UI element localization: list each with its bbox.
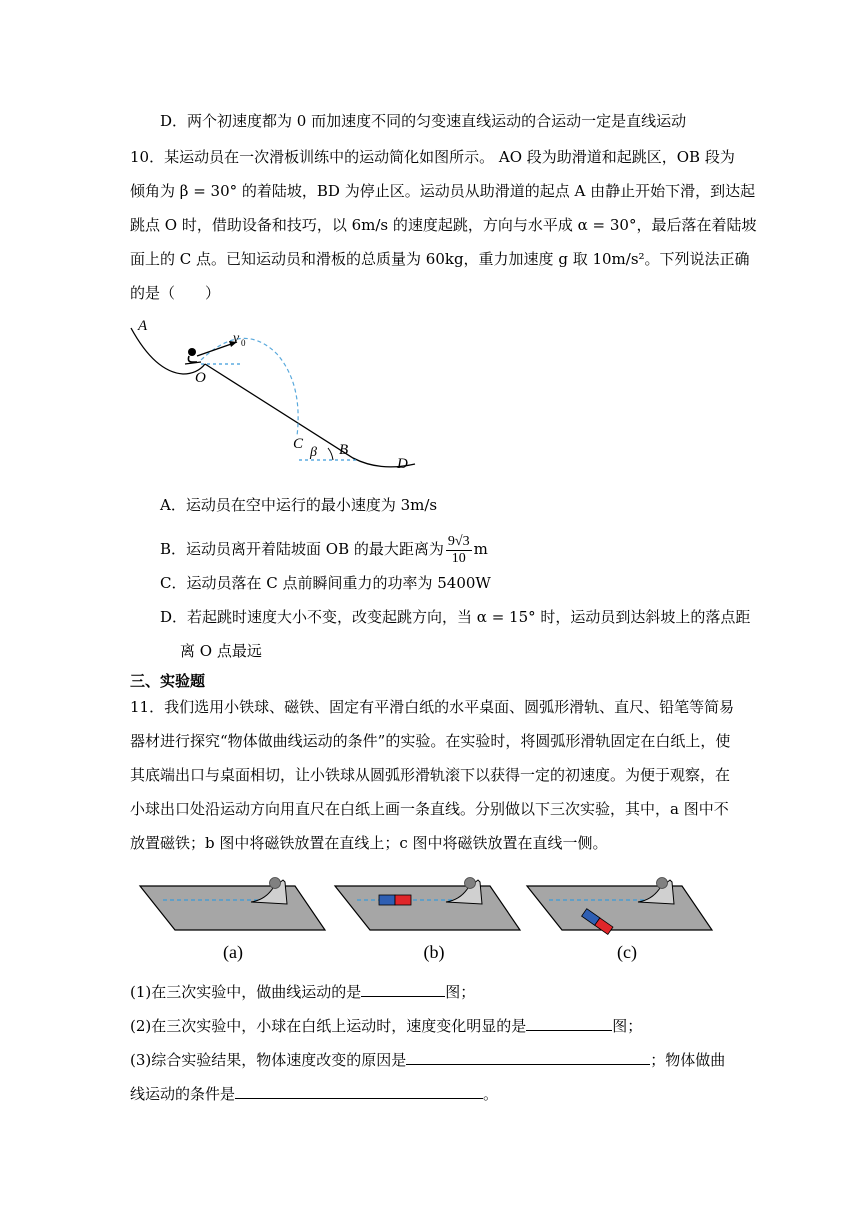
label-b: B xyxy=(339,442,349,458)
q10-option-b-text: B．运动员离开着陆坡面 OB 的最大距离为 xyxy=(160,540,444,558)
q11-sub-1-blank[interactable] xyxy=(361,980,445,997)
q10-line-3: 跳点 O 时，借助设备和技巧，以 6m/s 的速度起跳，方向与水平成 α = 30°，最后落在着陆坡 xyxy=(130,216,757,234)
q11-sub-3-blank-1[interactable] xyxy=(406,1048,650,1065)
q10-option-b-unit: m xyxy=(473,540,488,558)
ball-b xyxy=(465,878,476,889)
q11-sub-1-suffix: 图； xyxy=(445,983,476,1001)
q10-line-5: 的是（ ） xyxy=(130,284,221,302)
q11-line-3: 其底端出口与桌面相切，让小铁球从圆弧形滑轨滚下以获得一定的初速度。为便于观察，在 xyxy=(130,766,731,784)
q11-sub-2-text: (2)在三次实验中，小球在白纸上运动时，速度变化明显的是 xyxy=(130,1017,527,1035)
label-c: C xyxy=(293,436,304,452)
q11-sub-3-blank-2[interactable] xyxy=(235,1082,483,1099)
q11-sub-3-line-2-text: 线运动的条件是 xyxy=(130,1085,236,1103)
ball-a xyxy=(270,878,281,889)
tabletop-a xyxy=(140,886,325,930)
q11-line-4: 小球出口处沿运动方向用直尺在白纸上画一条直线。分别做以下三次实验，其中，a 图中不 xyxy=(130,800,729,818)
q11-sub-1 xyxy=(130,980,475,1003)
experiment-figures xyxy=(135,872,725,968)
q11-sub-3-text: (3)综合实验结果，物体速度改变的原因是 xyxy=(130,1051,407,1069)
tabletop-b xyxy=(335,886,520,930)
figure-b xyxy=(335,878,520,964)
q9-option-d: D．两个初速度都为 0 而加速度不同的匀变速直线运动的合运动一定是直线运动 xyxy=(160,112,687,130)
tabletop-c xyxy=(527,886,712,930)
label-beta: β xyxy=(310,445,317,460)
section-title: 三、实验题 xyxy=(130,672,206,690)
q11-sub-2-blank[interactable] xyxy=(526,1014,612,1031)
q10-option-b-numerator: 9√3 xyxy=(447,533,470,549)
q10-line-2: 倾角为 β = 30° 的着陆坡，BD 为停止区。运动员从助滑道的起点 A 由静止开始下滑，到达起 xyxy=(130,182,756,200)
label-v0: v xyxy=(233,331,240,346)
q11-sub-2 xyxy=(130,1014,642,1037)
label-a: A xyxy=(138,318,148,334)
q10-option-d-line-2: 离 O 点最远 xyxy=(180,642,262,660)
q10-option-b xyxy=(160,532,488,567)
label-d: D xyxy=(397,456,408,472)
ball-c xyxy=(657,878,668,889)
ski-slope-diagram xyxy=(125,312,425,478)
q11-line-2: 器材进行探究“物体做曲线运动的条件”的实验。在实验时，将圆弧形滑轨固定在白纸上，使 xyxy=(130,732,731,750)
beta-arc xyxy=(328,448,333,460)
trajectory-curve xyxy=(201,338,298,436)
label-fig-c: (c) xyxy=(617,942,637,962)
q11-sub-1-text: (1)在三次实验中，做曲线运动的是 xyxy=(130,983,362,1001)
q10-option-b-denominator: 10 xyxy=(451,550,466,566)
label-fig-a: (a) xyxy=(223,942,243,962)
q10-line-1: 10．某运动员在一次滑板训练中的运动简化如图所示。 AO 段为助滑道和起跳区，OB 段为 xyxy=(130,148,735,166)
q10-option-a: A．运动员在空中运行的最小速度为 3m/s xyxy=(160,496,438,514)
q10-option-b-fraction xyxy=(446,534,472,567)
q11-sub-3-mid: ；物体做曲 xyxy=(650,1051,726,1069)
q11-sub-3-line-2 xyxy=(130,1082,498,1105)
figure-c xyxy=(527,878,712,964)
q10-option-d-line-1: D．若起跳时速度大小不变，改变起跳方向，当 α = 15° 时，运动员到达斜坡上的落点距 xyxy=(160,608,751,626)
label-fig-b: (b) xyxy=(423,942,445,962)
magnet-b-blue xyxy=(379,895,395,905)
label-v0-sub: 0 xyxy=(241,338,246,348)
q11-line-5: 放置磁铁；b 图中将磁铁放置在直线上；c 图中将磁铁放置在直线一侧。 xyxy=(130,834,608,852)
q11-sub-3 xyxy=(130,1048,725,1071)
q11-line-1: 11．我们选用小铁球、磁铁、固定有平滑白纸的水平桌面、圆弧形滑轨、直尺、铅笔等简易 xyxy=(130,698,735,716)
q11-sub-3-line-2-suffix: 。 xyxy=(483,1085,499,1103)
magnet-b-red xyxy=(395,895,411,905)
q10-option-c: C．运动员落在 C 点前瞬间重力的功率为 5400W xyxy=(160,574,491,592)
figure-a xyxy=(140,878,325,964)
label-o: O xyxy=(195,370,206,386)
q10-line-4: 面上的 C 点。已知运动员和滑板的总质量为 60kg，重力加速度 g 取 10m/s²。下列说法正确 xyxy=(130,250,750,268)
q11-sub-2-suffix: 图； xyxy=(612,1017,643,1035)
